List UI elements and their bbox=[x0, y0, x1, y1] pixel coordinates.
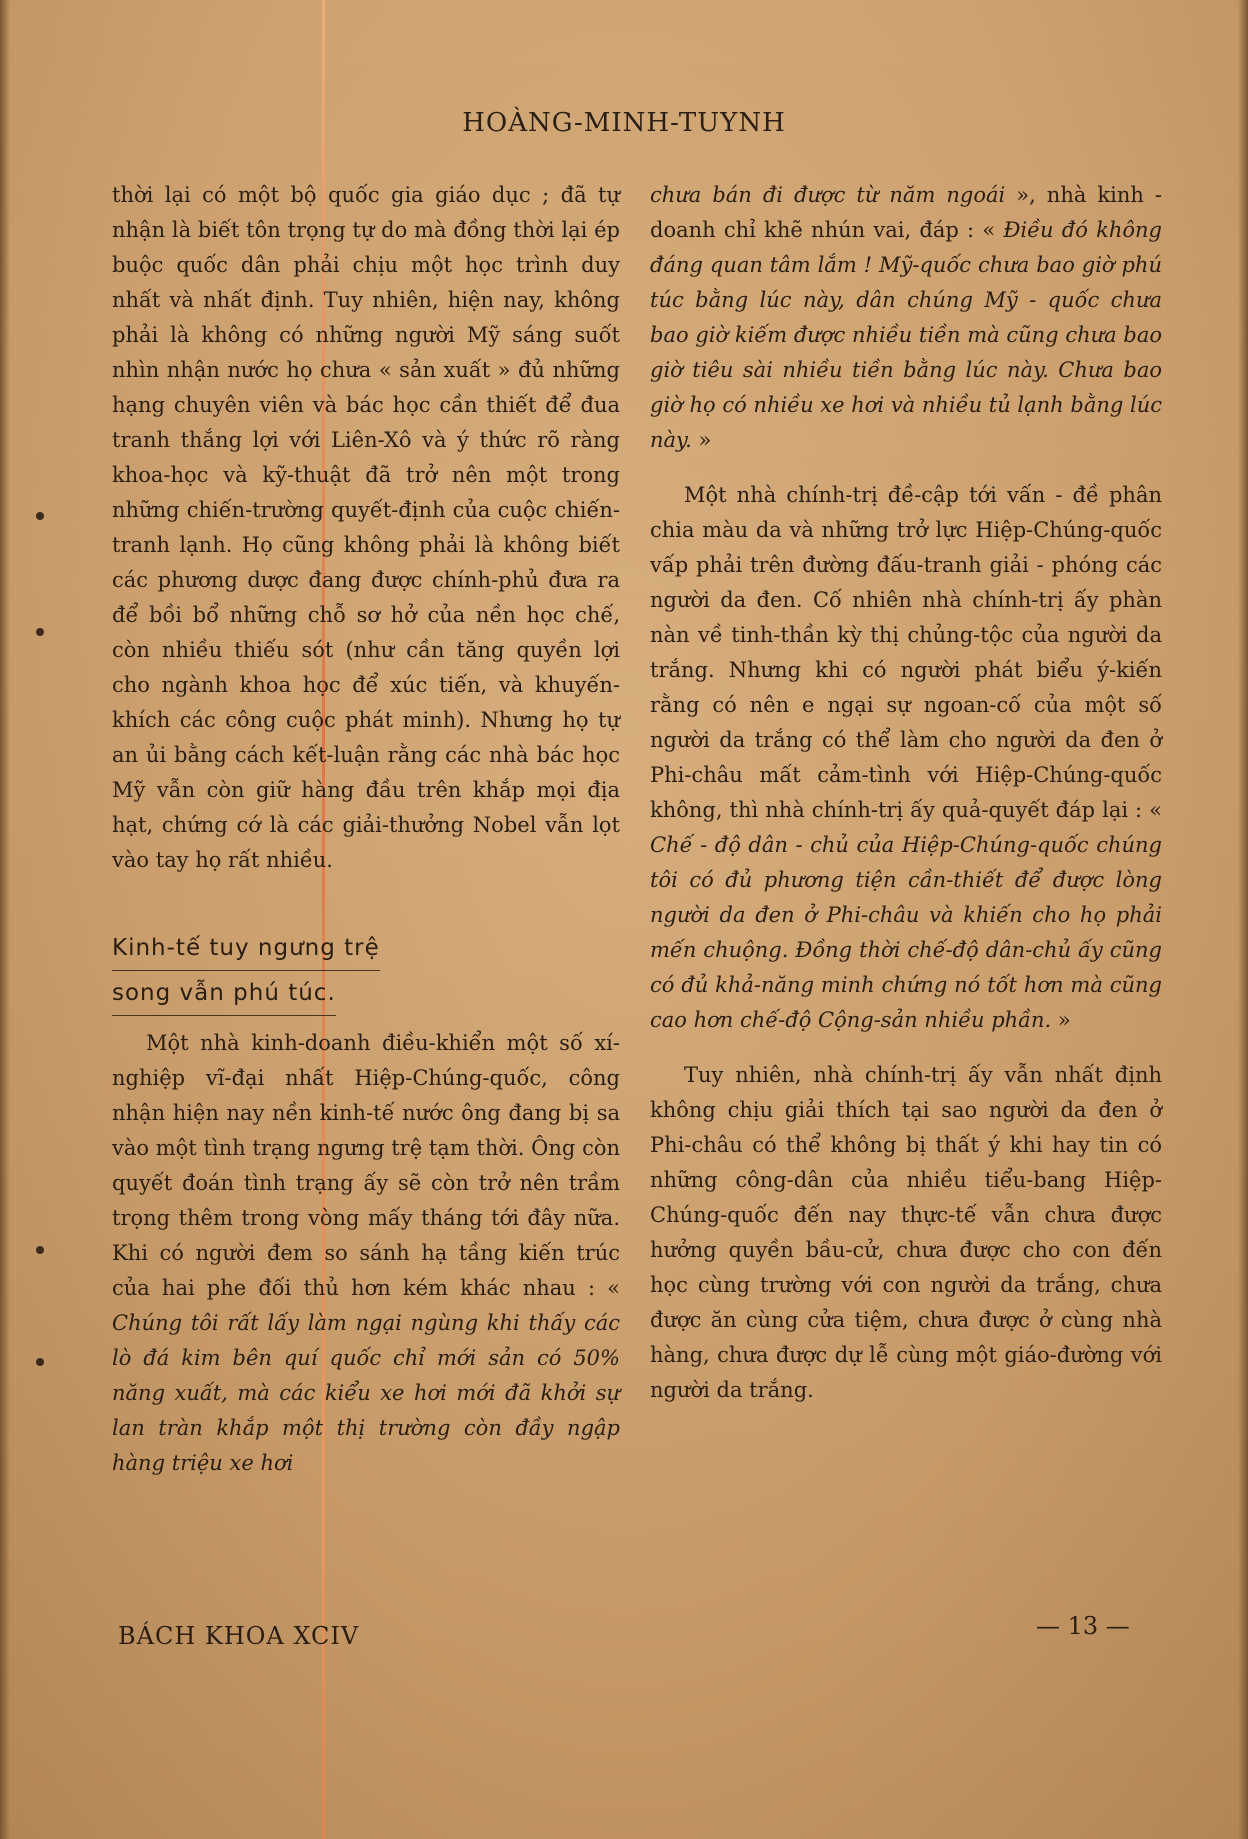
quote-text: Chúng tôi rất lấy làm ngại ngùng khi thấy các lò đá kim bên quí quốc chỉ mới sản có 50% năng xuất, mà các kiểu xe hơi mới đã khởi sự lan tràn khắp một thị trường còn đầy ngập hàng triệu xe hơi bbox=[112, 1311, 620, 1475]
quote-text: Điều đó không đáng quan tâm lắm ! Mỹ-quốc chưa bao giờ phú túc bằng lúc này, dân chúng Mỹ - quốc chưa bao giờ kiếm được nhiều tiền mà cũng chưa bao giờ tiêu sài nhiều tiền bằng lúc này. Chưa bao giờ họ có nhiều xe hơi và nhiều tủ lạnh bằng lúc này. bbox=[650, 218, 1162, 452]
margin-mark bbox=[36, 628, 44, 636]
page-number: — 13 — bbox=[1036, 1612, 1130, 1640]
section-heading bbox=[112, 926, 620, 1016]
quote-text: Chế - độ dân - chủ của Hiệp-Chúng-quốc chúng tôi có đủ phương tiện cần-thiết để được lòng người da đen ở Phi-châu và khiến cho họ phải mến chuộng. Đồng thời chế-độ dân-chủ ấy cũng có đủ khả-năng minh chứng nó tốt hơn mà cũng cao hơn chế-độ Cộng-sản nhiều phần. bbox=[650, 833, 1162, 1032]
paragraph: thời lại có một bộ quốc gia giáo dục ; đã tự nhận là biết tôn trọng tự do mà đồng thời lại ép buộc quốc dân phải chịu một học trình duy nhất và nhất định. Tuy nhiên, hiện nay, không phải là không có những người Mỹ sáng suốt nhìn nhận nước họ chưa « sản xuất » đủ những hạng chuyên viên và bác học cần thiết để đua tranh thắng lợi với Liên-Xô và ý thức rõ ràng khoa-học và kỹ-thuật đã trở nên một trong những chiến-trường quyết-định của cuộc chiến-tranh lạnh. Họ cũng không phải là không biết các phương dược đang được chính-phủ đưa ra để bồi bổ những chỗ sơ hở của nền học chế, còn nhiều thiếu sót (như cần tăng quyền lợi cho ngành khoa học để xúc tiến, và khuyến-khích các công cuộc phát minh). Nhưng họ tự an ủi bằng cách kết-luận rằng các nhà bác học Mỹ vẫn còn giữ hàng đầu trên khắp mọi địa hạt, chứng cớ là các giải-thưởng Nobel vẫn lọt vào tay họ rất nhiều. bbox=[112, 183, 620, 872]
left-column bbox=[112, 178, 620, 1481]
publication-footer: BÁCH KHOA XCIV bbox=[118, 1622, 360, 1650]
paragraph-text: Một nhà kinh-doanh điều-khiển một số xí-nghiệp vĩ-đại nhất Hiệp-Chúng-quốc, công nhận hiện nay nền kinh-tế nước ông đang bị sa vào một tình trạng ngưng trệ tạm thời. Ông còn quyết đoán tình trạng ấy sẽ còn trở nên trầm trọng thêm trong vòng mấy tháng tới đây nữa. Khi có người đem so sánh hạ tầng kiến trúc của hai phe đối thủ hơn kém khác nhau : « bbox=[112, 1031, 620, 1300]
quote-close: » bbox=[698, 428, 712, 452]
running-header: HOÀNG-MINH-TUYNH bbox=[462, 108, 786, 138]
margin-mark bbox=[36, 1358, 44, 1366]
paragraph-text: Một nhà chính-trị đề-cập tới vấn - đề phân chia màu da và những trở lực Hiệp-Chúng-quốc vấp phải trên đường đấu-tranh giải - phóng các người da đen. Cố nhiên nhà chính-trị ấy phàn nàn về tinh-thần kỳ thị chủng-tộc của người da trắng. Nhưng khi có người phát biểu ý-kiến rằng có nên e ngại sự ngoan-cố của một số người da trắng có thể làm cho người da đen ở Phi-châu mất cảm-tình với Hiệp-Chúng-quốc không, thì nhà chính-trị ấy quả-quyết đáp lại : « bbox=[650, 483, 1162, 822]
paragraph bbox=[650, 178, 1162, 458]
paragraph bbox=[650, 478, 1162, 1038]
paragraph-text: », nhà kinh - doanh chỉ khẽ nhún vai, đáp : « bbox=[650, 183, 1162, 242]
quote-close: » bbox=[1057, 1008, 1071, 1032]
right-column bbox=[650, 178, 1162, 1408]
margin-mark bbox=[36, 512, 44, 520]
margin-mark bbox=[36, 1246, 44, 1254]
page-edge-left bbox=[0, 0, 10, 1839]
paragraph bbox=[112, 1026, 620, 1481]
page-edge-right bbox=[1238, 0, 1248, 1839]
quote-text: chưa bán đi được từ năm ngoái bbox=[650, 183, 1006, 207]
section-heading-line: Kinh-tế tuy ngưng trệ bbox=[112, 926, 380, 971]
paragraph: Tuy nhiên, nhà chính-trị ấy vẫn nhất định không chịu giải thích tại sao người da đen ở Phi-châu có thể không bị thất ý khi hay tin có những công-dân của nhiều tiểu-bang Hiệp-Chúng-quốc đến nay thực-tế vẫn chưa được hưởng quyền bầu-cử, chưa được cho con đến học cùng trường với con người da trắng, chưa được ăn cùng cửa tiệm, chưa được ở cùng nhà hàng, chưa được dự lễ cùng một giáo-đường với người da trắng. bbox=[650, 1063, 1162, 1402]
section-heading-line: song vẫn phú túc. bbox=[112, 971, 336, 1016]
